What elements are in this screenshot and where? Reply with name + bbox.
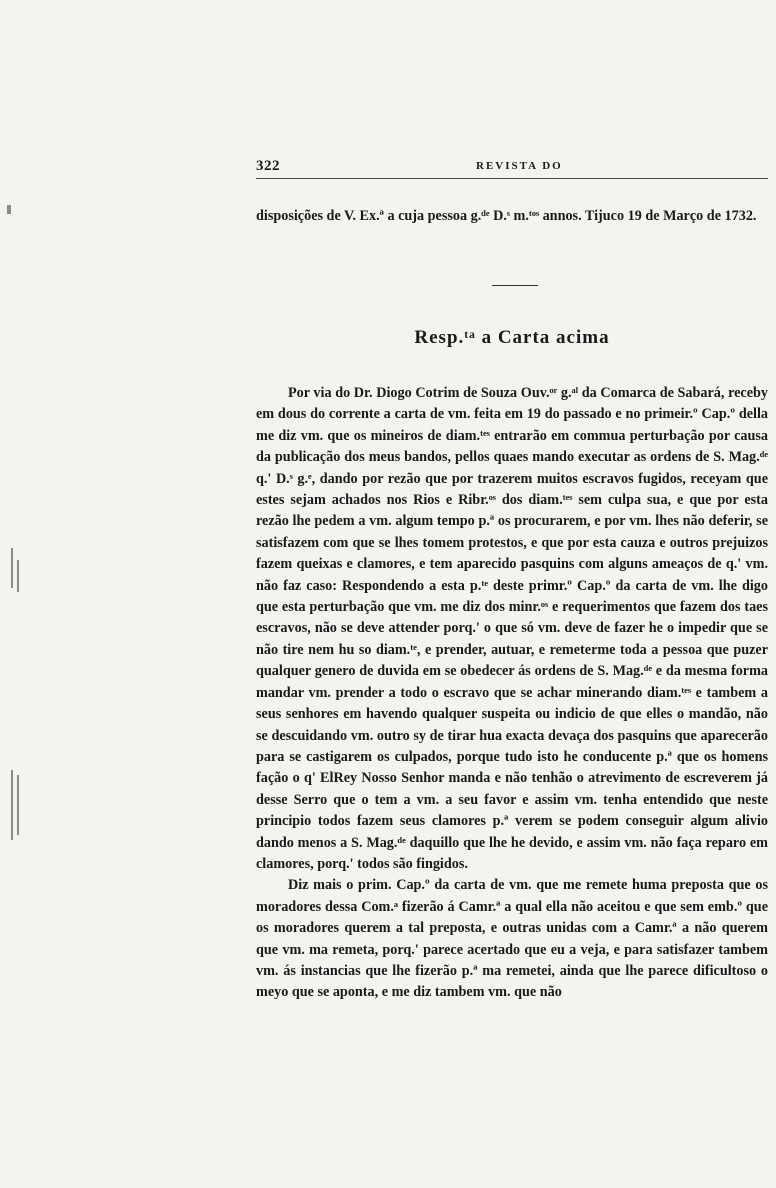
margin-scan-mark (17, 775, 19, 835)
margin-scan-mark (11, 548, 13, 588)
margin-scan-mark (7, 205, 11, 214)
intro-text (256, 206, 768, 228)
margin-scan-mark (17, 560, 19, 592)
margin-scan-mark (11, 770, 13, 840)
section-title: Resp.ᵗᵃ a Carta acima (414, 327, 610, 348)
page-number: 322 (256, 158, 280, 174)
page-header (256, 158, 768, 179)
paragraph-2: Diz mais o prim. Cap.º da carta de vm. que me remete huma preposta que os moradores dessa Com.ᵃ fizerão á Camr.ª a qual ella não aceitou e que sem emb.º que os moradores querem a tal preposta, e outras unidas com a Camr.ª a não querem que vm. ma remeta, porq.' parece acertado que eu a veja, e para satisfazer tambem vm. ás instancias que lhe fizerão p.ª ma remetei, ainda que lhe parece dificultoso o meyo que se aponta, e me diz tambem vm. que não (256, 877, 768, 1001)
section-divider (492, 285, 538, 286)
running-head: REVISTA DO (476, 160, 563, 172)
paragraph-1: Por via do Dr. Diogo Cotrim de Souza Ouv.ᵒʳ g.ᵃˡ da Comarca de Sabará, receby em dous do corrente a carta de vm. feita em 19 do passado e no primeir.º Cap.º della me diz vm. que os mineiros de diam.ᵗᵉˢ entrarão em commua perturbação por causa da publicação dos meus bandos, pellos quaes mando executar as ordens de S. Mag.ᵈᵉ q.' D.ˢ g.ᵉ, dando por rezão que por trazerem muitos escravos fugidos, receyam que estes sejam achados nos Rios e Ribr.ᵒˢ dos diam.ᵗᵉˢ sem culpa sua, e que por esta rezão lhe pedem a vm. algum tempo p.ª os procurarem, e por vm. lhes não deferir, se satisfazem com que se lhes tomem protestos, e que por esta cauza e outros prejuizos fazem queixas e clamores, e tem aparecido pasquins com alguns ameaços de q.' vm. não faz caso: Respondendo a esta p.ᵗᵉ deste primr.º Cap.º da carta de vm. lhe digo que esta perturbação que vm. me diz dos minr.ᵒˢ e requerimentos que fazem dos taes escravos, não se deve attender porq.' o que só vm. deve de fazer he o impedir que se não tire nem hu so diam.ᵗᵉ, e prender, autuar, e remeterme toda a pessoa que puzer qualquer genero de duvida em se obedecer ás ordens de S. Mag.ᵈᵉ e da mesma forma mandar vm. prender a todo o escravo que se achar minerando diam.ᵗᵉˢ e tambem a seus senhores em havendo qualquer suspeita ou indicio de que elles o mandão, não se descuidando vm. outro sy de tirar hua exacta devaça dos pasquins que aparecerão para se castigarem os culpados, porque tudo isto he conducente p.ª que os homens fação o q' ElRey Nosso Senhor manda e não tenhão o atrevimento de escreverem já desse Serro que o tem a vm. a seu favor e assim vm. tenha entendido que neste principio todos fazem seus clamores p.ª verem se podem conseguir algum alivio dando menos a S. Mag.ᵈᵉ daquillo que lhe he devido, e assim vm. não faça reparo em clamores, porq.' todos são fingidos. (256, 385, 768, 872)
intro-paragraph: disposições de V. Ex.ª a cuja pessoa g.ᵈᵉ D.ˢ m.ᵗᵒˢ annos. Tijuco 19 de Março de 1732. (256, 208, 757, 224)
body-text (256, 383, 768, 1004)
